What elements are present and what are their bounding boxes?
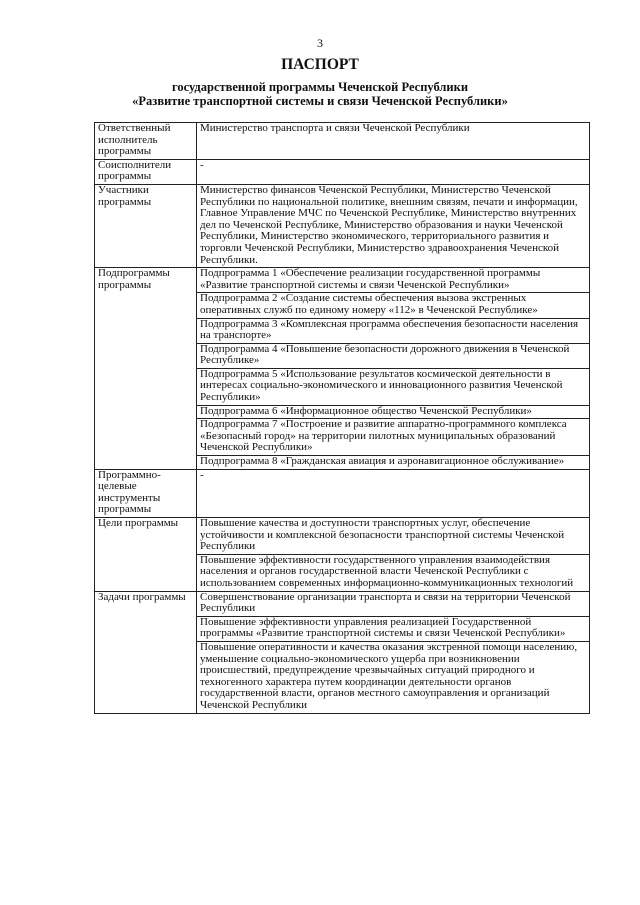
row-value: - [197, 159, 590, 184]
row-value: Повышение эффективности управления реализацией Государственной программы «Развитие транспортной системы и связи Чеченской Республики» [197, 616, 590, 641]
row-value: Подпрограмма 3 «Комплексная программа обеспечения безопасности населения на транспорте» [197, 318, 590, 343]
row-value: Подпрограмма 5 «Использование результатов космической деятельности в интересах социально-экономического и инновационного развития Чеченской Республики» [197, 368, 590, 405]
row-value: Подпрограмма 1 «Обеспечение реализации государственной программы «Развитие транспортной системы и связи Чеченской Республики» [197, 268, 590, 293]
row-value: Повышение оперативности и качества оказания экстренной помощи населению, уменьшение социально-экономического ущерба при возникновении происшествий, предупреждение чрезвычайных ситуаций природного и техногенного характера путем координации деятельности органов государственной власти, органов местного самоуправления и организаций Чеченской Республики [197, 641, 590, 713]
subtitle-line-2: «Развитие транспортной системы и связи Чеченской Республики» [132, 94, 508, 108]
table-row [95, 159, 590, 184]
row-value: Подпрограмма 2 «Создание системы обеспечения вызова экстренных оперативных служб по единому номеру «112» в Чеченской Республике» [197, 293, 590, 318]
row-label: Задачи программы [95, 591, 197, 713]
table-row [95, 184, 590, 267]
subtitle-line-1: государственной программы Чеченской Республики [171, 80, 469, 94]
passport-table-body [95, 123, 590, 714]
row-label: Цели программы [95, 518, 197, 592]
table-row [95, 268, 590, 293]
table-row [95, 591, 590, 616]
row-value: Повышение качества и доступности транспортных услуг, обеспечение устойчивости и комплексной безопасности транспортной системы Чеченской Республики [197, 518, 590, 555]
page-title: ПАСПОРТ [281, 56, 359, 73]
row-label: Программно-целевые инструменты программы [95, 469, 197, 517]
table-row [95, 518, 590, 555]
row-value: - [197, 469, 590, 517]
row-value: Министерство транспорта и связи Чеченской Республики [197, 123, 590, 160]
row-value: Подпрограмма 8 «Гражданская авиация и аэронавигационное обслуживание» [197, 456, 590, 470]
page-number: 3 [317, 36, 323, 50]
row-label: Участники программы [95, 184, 197, 267]
table-row [95, 469, 590, 517]
row-value: Подпрограмма 7 «Построение и развитие аппаратно-программного комплекса «Безопасный город» на территории пилотных муниципальных образований Чеченской Республики» [197, 419, 590, 456]
table-row [95, 123, 590, 160]
row-label: Подпрограммы программы [95, 268, 197, 470]
row-value: Подпрограмма 6 «Информационное общество Чеченской Республики» [197, 405, 590, 419]
row-label: Соисполнители программы [95, 159, 197, 184]
row-label: Ответственный исполнитель программы [95, 123, 197, 160]
row-value: Министерство финансов Чеченской Республики, Министерство Чеченской Республики по национальной политике, внешним связям, печати и информации, Главное Управление МЧС по Чеченской Республике, Министерство внутренних дел по Чеченской Республике, Министерство образования и науки Чеченской Республики, Министерство экономического, территориального развития и торговли Чеченской Республики, Министерство здравоохранения Чеченской Республики. [197, 184, 590, 267]
row-value: Повышение эффективности государственного управления взаимодействия населения и органов государственной власти Чеченской Республики с использованием современных информационно-коммуникационных технологий [197, 554, 590, 591]
row-value: Подпрограмма 4 «Повышение безопасности дорожного движения в Чеченской Республике» [197, 343, 590, 368]
page-subtitle [0, 80, 640, 108]
row-value: Совершенствование организации транспорта и связи на территории Чеченской Республики [197, 591, 590, 616]
passport-table [94, 122, 590, 714]
